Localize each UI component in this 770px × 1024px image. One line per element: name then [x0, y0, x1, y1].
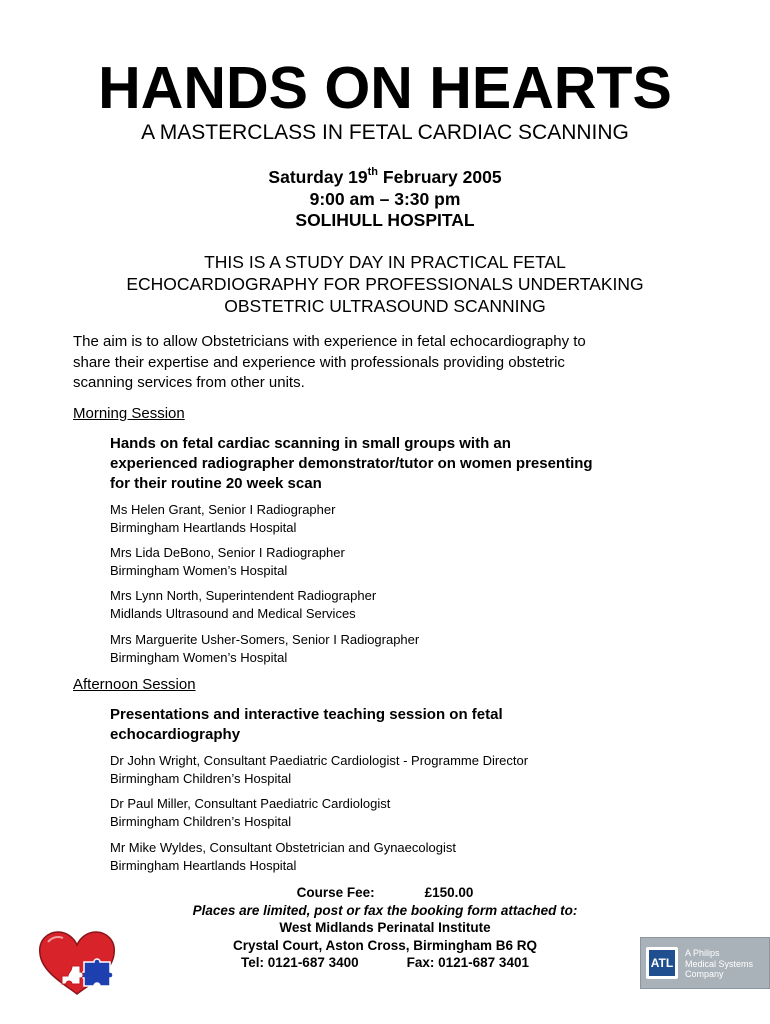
morning-staff-entry [110, 544, 730, 579]
puzzle-piece-blue [81, 959, 113, 986]
staff-organisation: Birmingham Heartlands Hospital [110, 519, 297, 535]
event-date-superscript: th [367, 166, 379, 178]
fax-number: Fax: 0121-687 3401 [406, 955, 529, 970]
institute-address: Crystal Court, Aston Cross, Birmingham B6 RQ [232, 937, 538, 953]
telephone-number: Tel: 0121-687 3400 [241, 955, 359, 970]
aim-line: The aim is to allow Obstetricians with experience in fetal echocardiography to [73, 333, 586, 350]
heart-puzzle-icon [36, 928, 118, 998]
event-date [0, 167, 770, 189]
banner-line: ECHOCARDIOGRAPHY FOR PROFESSIONALS UNDERTAKING [126, 274, 644, 294]
atl-mark-text: ATL [650, 956, 674, 970]
morning-session-description [110, 434, 720, 494]
morning-desc-line: Hands on fetal cardiac scanning in small groups with an [110, 435, 511, 452]
atl-caption-line: A Philips [685, 948, 720, 958]
banner-line: OBSTETRIC ULTRASOUND SCANNING [224, 296, 546, 316]
course-fee [0, 884, 770, 902]
course-fee-label: Course Fee: [296, 885, 375, 900]
aim-line: scanning services from other units. [73, 374, 305, 391]
staff-name: Mr Mike Wyldes, Consultant Obstetrician and Gynaecologist [110, 840, 456, 855]
staff-organisation: Birmingham Heartlands Hospital [110, 857, 297, 873]
staff-name: Dr John Wright, Consultant Paediatric Cardiologist - Programme Director [110, 753, 529, 768]
places-note: Places are limited, post or fax the booking form attached to: [192, 902, 578, 918]
staff-organisation: Birmingham Women’s Hospital [110, 649, 288, 665]
page-title: HANDS ON HEARTS [98, 55, 672, 121]
afternoon-session-description [110, 705, 720, 745]
atl-caption [685, 948, 769, 980]
morning-staff-entry [110, 631, 730, 666]
staff-organisation: Birmingham Children’s Hospital [110, 813, 292, 829]
event-date-suffix: February 2005 [378, 167, 502, 187]
staff-organisation: Birmingham Women’s Hospital [110, 562, 288, 578]
afternoon-desc-line: Presentations and interactive teaching session on fetal [110, 706, 503, 723]
event-details [0, 167, 770, 232]
event-time: 9:00 am – 3:30 pm [309, 188, 461, 209]
atl-mark-icon [646, 947, 678, 979]
staff-name: Dr Paul Miller, Consultant Paediatric Cardiologist [110, 796, 391, 811]
morning-desc-line: experienced radiographer demonstrator/tutor on women presenting [110, 455, 593, 472]
aim-paragraph [73, 332, 713, 394]
atl-philips-logo [640, 937, 770, 989]
staff-name: Mrs Lida DeBono, Senior I Radiographer [110, 545, 345, 560]
study-day-banner [0, 251, 770, 317]
atl-caption-line: Medical Systems [685, 958, 754, 969]
page-subtitle: A MASTERCLASS IN FETAL CARDIAC SCANNING [141, 121, 629, 144]
morning-staff-entry [110, 587, 730, 622]
morning-session-heading: Morning Session [73, 405, 185, 422]
afternoon-staff-entry [110, 839, 730, 874]
institute-name: West Midlands Perinatal Institute [279, 920, 491, 935]
staff-organisation: Midlands Ultrasound and Medical Services [110, 605, 356, 621]
atl-caption-line: Company [685, 969, 724, 979]
course-fee-value: £150.00 [424, 885, 474, 900]
afternoon-staff-entry [110, 795, 730, 830]
aim-line: share their expertise and experience with professionals providing obstetric [73, 353, 565, 371]
morning-staff-entry [110, 501, 730, 536]
morning-desc-line: for their routine 20 week scan [110, 475, 322, 492]
afternoon-desc-line: echocardiography [110, 726, 241, 743]
staff-organisation: Birmingham Children’s Hospital [110, 770, 292, 786]
staff-name: Ms Helen Grant, Senior I Radiographer [110, 502, 336, 517]
banner-line: THIS IS A STUDY DAY IN PRACTICAL FETAL [204, 252, 566, 272]
afternoon-staff-entry [110, 752, 730, 787]
event-venue: SOLIHULL HOSPITAL [295, 210, 475, 230]
event-date-prefix: Saturday 19 [268, 167, 368, 187]
afternoon-session-heading: Afternoon Session [73, 676, 196, 693]
staff-name: Mrs Lynn North, Superintendent Radiographer [110, 588, 377, 603]
staff-name: Mrs Marguerite Usher-Somers, Senior I Radiographer [110, 632, 420, 647]
